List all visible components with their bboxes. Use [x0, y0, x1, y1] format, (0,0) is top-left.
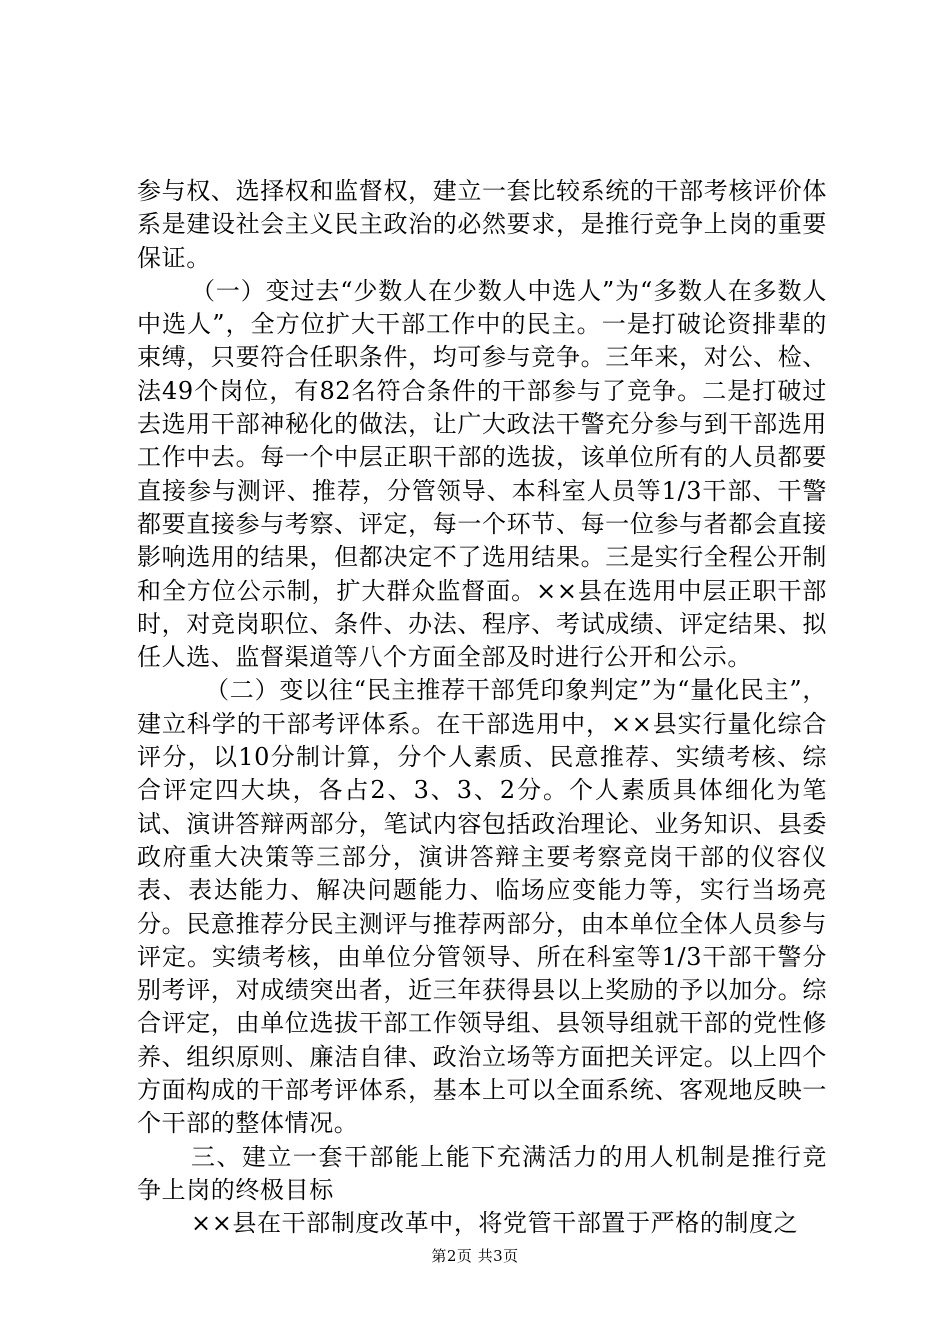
page-number-footer: 第2页 共3页	[431, 1247, 519, 1265]
paragraph-continuation: 参与权、选择权和监督权，建立一套比较系统的干部考核评价体系是建设社会主义民主政治的必然要求，是推行竞争上岗的重要保证。	[137, 177, 827, 272]
paragraph-section-three-start: ××县在干部制度改革中，将党管干部置于严格的制度之	[191, 1209, 799, 1238]
paragraph-section-two: （二）变以往“民主推荐干部凭印象判定”为“量化民主”，建立科学的干部考评体系。在干部选用中，××县实行量化综合评分，以10分制计算，分个人素质、民意推荐、实绩考核、综合评定四大块，各占2、3、3、2分。个人素质具体细化为笔试、演讲答辩两部分，笔试内容包括政治理论、业务知识、县委政府重大决策等三部分，演讲答辩主要考察竞岗干部的仪容仪表、表达能力、解决问题能力、临场应变能力等，实行当场亮分。民意推荐分民主测评与推荐两部分，由本单位全体人员参与评定。实绩考核，由单位分管领导、所在科室等1/3干部干警分别考评，对成绩突出者，近三年获得县以上奖励的予以加分。综合评定，由单位选拔干部工作领导组、县领导组就干部的党性修养、组织原则、廉洁自律、政治立场等方面把关评定。以上四个方面构成的干部考评体系，基本上可以全面系统、客观地反映一个干部的整体情况。	[137, 676, 827, 1138]
paragraph-section-one: （一）变过去“少数人在少数人中选人”为“多数人在多数人中选人”，全方位扩大干部工作中的民主。一是打破论资排辈的束缚，只要符合任职条件，均可参与竞争。三年来，对公、检、法49个岗位，有82名符合条件的干部参与了竞争。二是打破过去选用干部神秘化的做法，让广大政法干警充分参与到干部选用工作中去。每一个中层正职干部的选拔，该单位所有的人员都要直接参与测评、推荐，分管领导、本科室人员等1/3干部、干警都要直接参与考察、评定，每一个环节、每一位参与者都会直接影响选用的结果，但都决定不了选用结果。三是实行全程公开制和全方位公示制，扩大群众监督面。××县在选用中层正职干部时，对竞岗职位、条件、办法、程序、考试成绩、评定结果、拟任人选、监督渠道等八个方面全部及时进行公开和公示。	[137, 276, 827, 672]
section-heading-three: 三、建立一套干部能上能下充满活力的用人机制是推行竞争上岗的终极目标	[137, 1142, 827, 1204]
document-body	[137, 175, 827, 1241]
